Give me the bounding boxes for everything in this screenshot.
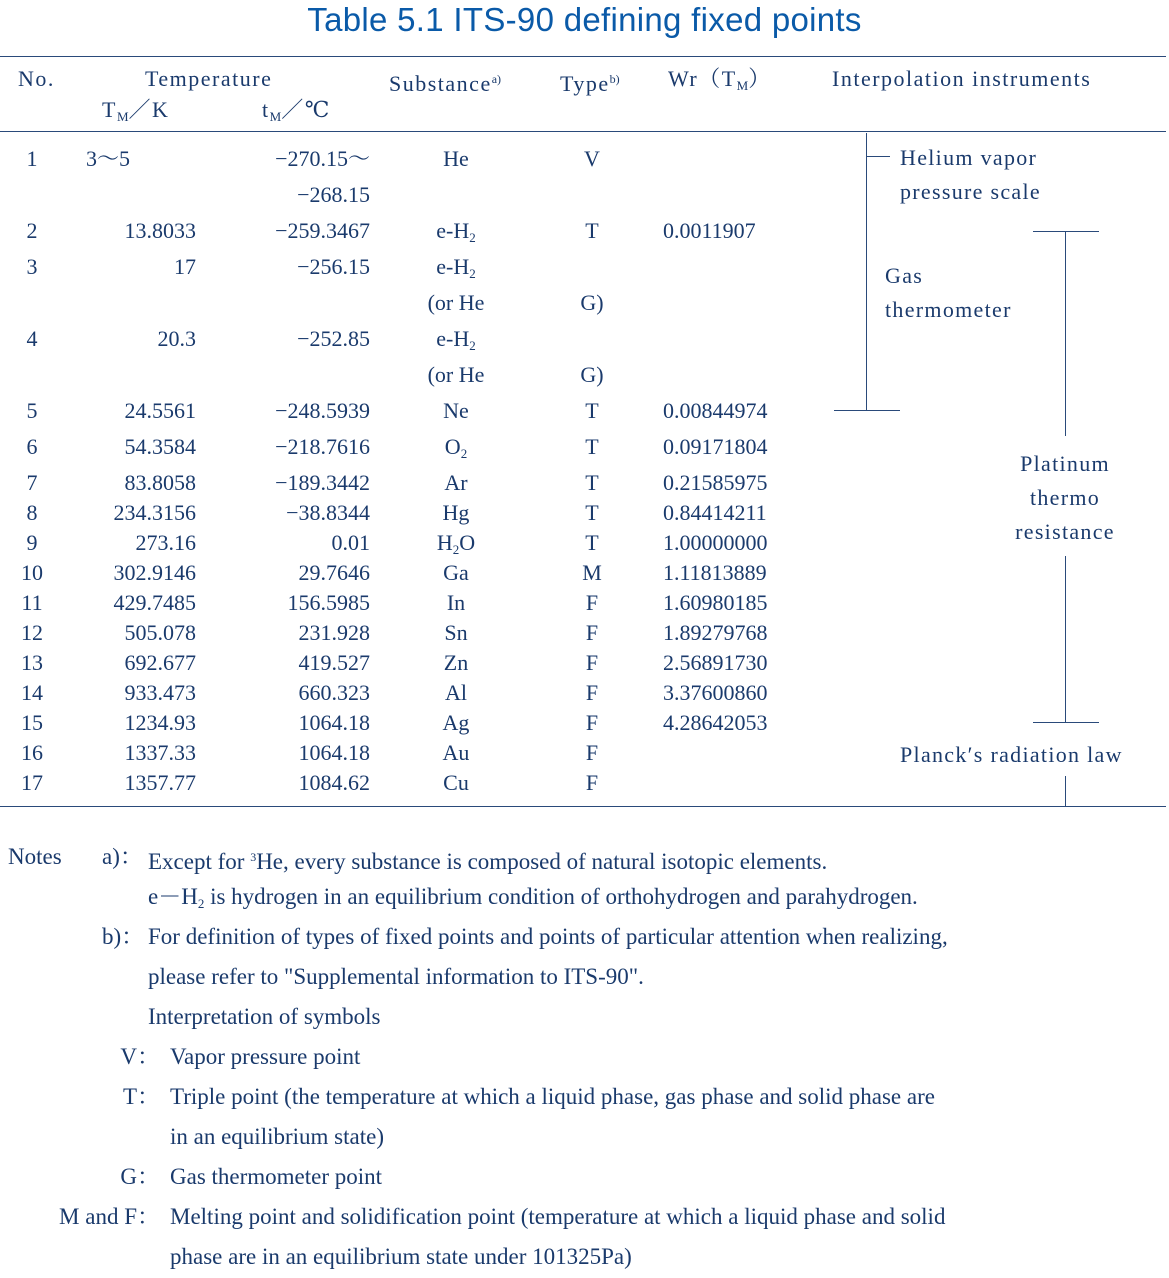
cell-wr: 0.21585975 (663, 470, 768, 495)
cell-type: T (585, 398, 599, 423)
cell-tc: −248.5939 (275, 398, 370, 423)
cell-tk: 24.5561 (124, 398, 196, 423)
cell-tc: 660.323 (298, 680, 370, 705)
cell-tk: 20.3 (157, 326, 196, 351)
cell-wr: 1.00000000 (663, 530, 768, 555)
note-a-line-1: Except for $^3$He, every substance is composed of natural isotopic elements. (148, 849, 828, 874)
cell-tc: −256.15 (297, 254, 370, 279)
cell-tc: −270.15～ (275, 146, 370, 171)
cell-tk: 1337.33 (124, 740, 196, 765)
cell-no: 2 (26, 218, 38, 243)
symbol-mf-text-1: Melting point and solidification point (temperature at which a liquid phase and solid (170, 1204, 946, 1229)
platinum-range-line-top (1065, 231, 1066, 436)
cell-sub: $e-H_2$ (436, 218, 476, 245)
cell-no: 5 (26, 398, 38, 423)
cell-wr: 0.00844974 (663, 398, 768, 423)
cell-no: 13 (21, 650, 43, 675)
cell-type: T (585, 500, 599, 525)
platinum-range-line-bottom (1065, 556, 1066, 723)
cell-sub: Ar (444, 470, 468, 495)
cell-tc: −38.8344 (286, 500, 370, 525)
header-no: No. (18, 66, 55, 91)
cell-sub: Al (445, 680, 467, 705)
header-interpolation: Interpolation instruments (832, 66, 1092, 91)
symbol-mf-text-2: phase are in an equilibrium state under 101325Pa) (170, 1244, 632, 1269)
cell-no: 9 (26, 530, 38, 555)
gas-end-tick (834, 410, 900, 411)
cell-sub: He (443, 146, 469, 171)
cell-sub: Ga (443, 560, 469, 585)
cell-sub: Zn (443, 650, 469, 675)
symbol-mf-mark: M and F： (59, 1204, 160, 1229)
symbol-g-mark: G： (120, 1164, 160, 1189)
planck-range-line (1065, 776, 1066, 806)
cell-sub: Sn (444, 620, 468, 645)
cell-type: F (585, 650, 599, 675)
table-header-rule (0, 131, 1166, 132)
cell-tk: 54.3584 (124, 434, 196, 459)
cell-wr: 0.0011907 (663, 218, 756, 243)
cell-tk: 273.16 (135, 530, 196, 555)
platinum-end-tick (1033, 722, 1099, 723)
cell-type: T (585, 470, 599, 495)
platinum-label-1: Platinum (1020, 451, 1110, 476)
cell-tk: 429.7485 (113, 590, 196, 615)
helium-label-1: Helium vapor (900, 145, 1038, 170)
cell-wr: 1.11813889 (663, 560, 767, 585)
cell-tk: 302.9146 (113, 560, 196, 585)
platinum-start-tick (1033, 231, 1099, 232)
cell-sub: $e-H_2$ (436, 254, 476, 281)
cell-tc: 1084.62 (298, 770, 370, 795)
cell-tc: −189.3442 (275, 470, 370, 495)
cell-type: T (585, 218, 599, 243)
header-tm-c: $t_M/℃$ (262, 97, 331, 124)
gas-label-1: Gas (885, 263, 924, 288)
cell-no: 17 (21, 770, 43, 795)
note-b-line-1: For definition of types of fixed points and points of particular attention when realizing, (148, 924, 948, 949)
cell-type: T (585, 530, 599, 555)
cell-no: 8 (26, 500, 38, 525)
note-b-mark: b)： (102, 924, 145, 949)
symbol-t-text-1: Triple point (the temperature at which a liquid phase, gas phase and solid phase are (170, 1084, 935, 1109)
cell-sub: Ne (443, 398, 469, 423)
cell-sub: Au (442, 740, 470, 765)
helium-tick (866, 156, 890, 157)
cell-sub: Cu (443, 770, 469, 795)
cell-wr: 0.09171804 (663, 434, 768, 459)
cell-wr: 2.56891730 (663, 650, 768, 675)
platinum-label-2: thermo (1029, 485, 1101, 510)
cell-no: 10 (21, 560, 43, 585)
cell-tc: 231.928 (298, 620, 370, 645)
cell-tk: 13.8033 (124, 218, 196, 243)
cell-tc: 29.7646 (298, 560, 370, 585)
cell-tk: 1234.93 (124, 710, 196, 735)
platinum-label-3: resistance (1015, 519, 1115, 544)
cell-no: 14 (21, 680, 43, 705)
cell-sub: (or He (427, 290, 485, 315)
header-temperature: Temperature (145, 66, 273, 91)
note-b-line-2: please refer to "Supplemental information to ITS-90". (148, 964, 644, 989)
cell-no: 16 (21, 740, 43, 765)
cell-tk: 933.473 (124, 680, 196, 705)
cell-tk: 692.677 (124, 650, 196, 675)
helium-label-2: pressure scale (900, 179, 1041, 204)
cell-tc: 1064.18 (298, 710, 370, 735)
cell-wr: 4.28642053 (663, 710, 768, 735)
cell-no: 11 (21, 590, 43, 615)
cell-type: F (585, 620, 599, 645)
cell-type: F (585, 740, 599, 765)
cell-wr: 1.60980185 (663, 590, 768, 615)
table-bottom-rule (0, 806, 1166, 807)
cell-sub: (or He (427, 362, 485, 387)
cell-type: F (585, 680, 599, 705)
cell-tc: −268.15 (297, 182, 370, 207)
cell-sub: In (446, 590, 466, 615)
header-tm-k: $T_M/K$ (102, 97, 170, 124)
cell-tc: 0.01 (331, 530, 370, 555)
cell-no: 3 (26, 254, 38, 279)
planck-label: Planck′s radiation law (900, 742, 1123, 767)
note-a-mark: a)： (102, 844, 143, 869)
notes-label: Notes (8, 844, 62, 869)
cell-sub: $H_2O$ (436, 530, 476, 557)
cell-wr: 0.84414211 (663, 500, 767, 525)
cell-type: M (582, 560, 602, 585)
cell-tc: −259.3467 (275, 218, 370, 243)
page-title: Table 5.1 ITS-90 defining fixed points (307, 1, 862, 38)
cell-type: F (585, 710, 599, 735)
cell-tc: 1064.18 (298, 740, 370, 765)
symbol-v-text: Vapor pressure point (170, 1044, 361, 1069)
cell-tk: 234.3156 (113, 500, 196, 525)
cell-no: 12 (21, 620, 43, 645)
cell-tk: 3～5 (86, 146, 131, 171)
symbol-t-text-2: in an equilibrium state) (170, 1124, 384, 1149)
note-b-line-3: Interpretation of symbols (148, 1004, 381, 1029)
cell-no: 7 (26, 470, 38, 495)
cell-sub: $e-H_2$ (436, 326, 476, 353)
cell-tk: 17 (174, 254, 196, 279)
cell-type: V (584, 146, 600, 171)
cell-type: F (585, 770, 599, 795)
cell-tc: 419.527 (298, 650, 370, 675)
cell-tk: 83.8058 (124, 470, 196, 495)
gas-label-2: thermometer (885, 297, 1012, 322)
header-substance: Substance$^{a)}$ (389, 71, 502, 96)
cell-wr: 1.89279768 (663, 620, 768, 645)
cell-no: 1 (26, 146, 38, 171)
cell-tc: 156.5985 (287, 590, 370, 615)
cell-tk: 505.078 (124, 620, 196, 645)
cell-no: 6 (26, 434, 38, 459)
cell-type: G) (580, 290, 604, 315)
cell-type: G) (580, 362, 604, 387)
cell-tc: −218.7616 (275, 434, 370, 459)
header-wr: $Wr(T_M)$ (668, 66, 772, 93)
cell-no: 15 (21, 710, 43, 735)
cell-wr: 3.37600860 (663, 680, 768, 705)
note-a-line-2: $e-H_2$ is hydrogen in an equilibrium condition of orthohydrogen and parahydrogen. (148, 884, 918, 911)
cell-no: 4 (26, 326, 38, 351)
header-type: Type$^{b)}$ (560, 71, 620, 96)
gas-range-line (866, 133, 867, 411)
symbol-t-mark: T： (122, 1084, 160, 1109)
symbol-v-mark: V： (120, 1044, 160, 1069)
cell-sub: $O_2$ (444, 434, 468, 461)
cell-tk: 1357.77 (124, 770, 196, 795)
cell-tc: −252.85 (297, 326, 370, 351)
cell-sub: Hg (442, 500, 470, 525)
cell-sub: Ag (442, 710, 470, 735)
table-top-rule (0, 56, 1166, 57)
symbol-g-text: Gas thermometer point (170, 1164, 383, 1189)
cell-type: F (585, 590, 599, 615)
cell-type: T (585, 434, 599, 459)
